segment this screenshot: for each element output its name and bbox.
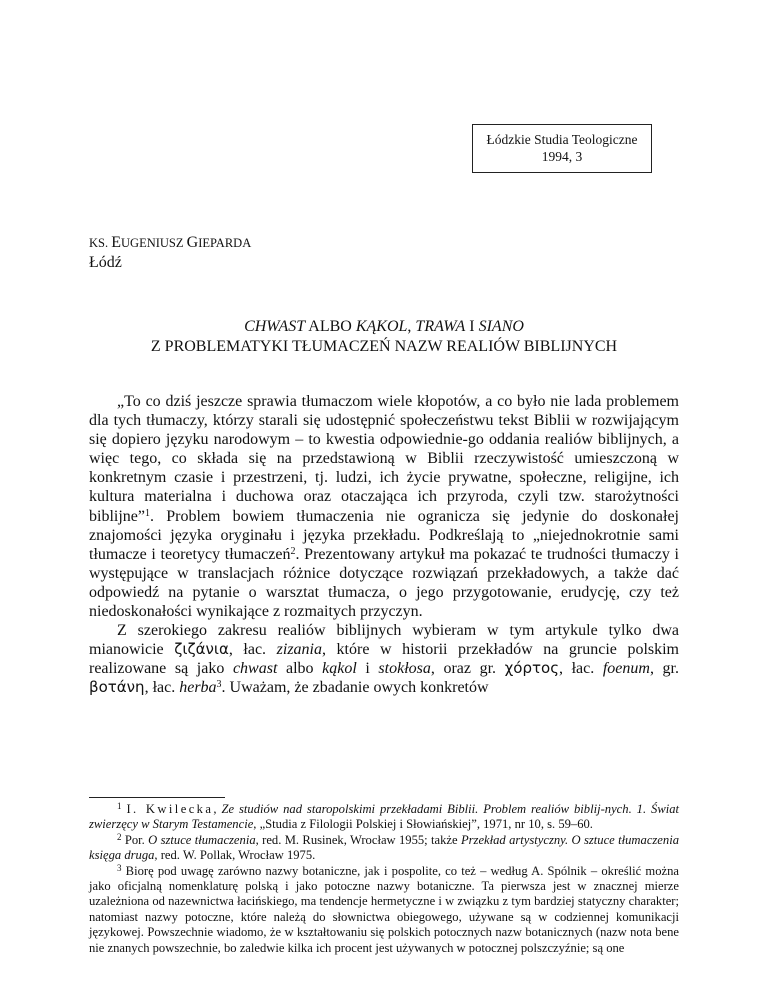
title-line-2: Z PROBLEMATYKI TŁUMACZEŃ NAZW REALIÓW BIBLIJNYCH bbox=[150, 338, 618, 355]
paragraph-2 bbox=[89, 621, 679, 697]
footnote-2-text-b: , red. M. Rusinek, Wrocław 1955; także bbox=[255, 832, 461, 847]
p1-text-a: „To co dziś jeszcze sprawia tłumaczom wiele kłopotów, a co było nie lada problemem dla tych tłumaczy, którzy starali się udostępnić społeczeństwu tekst Biblii w rozwijającym się dopiero języku narodowym – to kwestia odpowiednie-go oddania realiów biblijnych, a więc tego, co składa się na przedstawioną w Biblii rzeczywistość umieszczoną w konkretnym czasie i przestrzeni, tj. ludzi, ich życie prywatne, społeczne, religijne, ich kultura materialna i duchowa oraz otaczająca ich przyroda, czyli tzw. starożytności biblijne” bbox=[89, 393, 679, 525]
paragraph-1 bbox=[89, 392, 679, 621]
latin-zizania: zizania bbox=[276, 641, 322, 659]
footnote-1-mark: 1 bbox=[117, 801, 122, 811]
author-first-rest: UGENIUSZ bbox=[121, 236, 187, 250]
p2-text-i: , łac. bbox=[144, 679, 180, 697]
p2-text-e: i bbox=[356, 660, 379, 678]
footnote-3-mark: 3 bbox=[117, 862, 122, 873]
latin-foenum: foenum bbox=[602, 660, 650, 678]
latin-herba: herba bbox=[179, 679, 217, 697]
title-word-chwast: CHWAST bbox=[244, 318, 306, 335]
title-text-2: , bbox=[407, 318, 416, 335]
p2-text-c: , które w historii przekładów na gruncie polskim realizowane są jako bbox=[89, 641, 680, 678]
footnotes bbox=[89, 802, 679, 956]
title-word-siano: SIANO bbox=[478, 318, 524, 335]
body-text bbox=[89, 392, 679, 698]
polish-chwast: chwast bbox=[232, 660, 278, 678]
author-last-initial: G bbox=[186, 234, 199, 251]
title-text-3: I bbox=[465, 318, 479, 335]
greek-zizania: ζιζάνια bbox=[174, 640, 229, 659]
footnote-2 bbox=[89, 833, 679, 864]
p2-text-b: , łac. bbox=[228, 641, 277, 659]
article-title bbox=[89, 317, 679, 357]
footnote-1 bbox=[89, 802, 679, 833]
author-prefix: KS. bbox=[89, 236, 112, 250]
footnote-ref-1: 1 bbox=[144, 507, 150, 519]
p2-text-f: , oraz gr. bbox=[430, 660, 505, 678]
greek-chortos: χόρτος bbox=[504, 659, 560, 678]
journal-info-box bbox=[472, 124, 652, 173]
footnote-3 bbox=[89, 864, 679, 956]
p2-text-h: , gr. bbox=[649, 660, 680, 678]
author-name bbox=[89, 233, 251, 253]
footnote-2-mark: 2 bbox=[117, 831, 122, 842]
footnote-2-title-2: Przekład artystyczny. O sztuce tłumaczenia księga druga bbox=[89, 832, 679, 863]
title-text-1: ALBO bbox=[305, 318, 356, 335]
journal-year-issue: 1994, 3 bbox=[541, 149, 583, 164]
p1-text-c: . Prezentowany artykuł ma pokazać te trudności tłumaczy i występujące w translacjach różnice dotyczące rozwiązań przekładowych, a także dać odpowiedź na pytanie o warsztat tłumacza, o jego przygotowanie, erudycję, czy też niedoskonałości wynikające z rozmaitych przyczyn. bbox=[89, 545, 680, 621]
author-first-initial: E bbox=[111, 234, 122, 251]
polish-kakol: kąkol bbox=[322, 660, 357, 678]
p2-text-g: , łac. bbox=[559, 660, 603, 678]
polish-stoklosa: stokłosa bbox=[378, 660, 431, 678]
title-word-trawa: TRAWA bbox=[415, 318, 466, 335]
p1-text-b: . Problem bowiem tłumaczenia nie ogranicza się jedynie do doskonałej znajomości języka oryginału i języka przekładu. Podkreślają to „niejednokrotnie sami tłumacze i teoretycy tłumaczeń bbox=[89, 507, 679, 563]
p2-text-j: . Uważam, że zbadanie owych konkretów bbox=[221, 679, 489, 697]
footnote-1-author: I. Kwilecka bbox=[126, 802, 214, 816]
author-place: Łódź bbox=[89, 254, 122, 271]
author-last-rest: IEPARDA bbox=[198, 236, 252, 250]
footnote-1-rest: , „Studia z Filologii Polskiej i Słowiańskiej”, 1971, nr 10, s. 59–60. bbox=[253, 817, 593, 832]
title-line-1 bbox=[89, 317, 679, 337]
footnote-1-title: Ze studiów nad staropolskimi przekładami Biblii. Problem realiów biblij-nych. 1. Świat zwierzęcy w Starym Testamencie bbox=[89, 802, 680, 832]
journal-name: Łódzkie Studia Teologiczne bbox=[486, 132, 638, 147]
title-word-kakol: KĄKOL bbox=[355, 318, 408, 335]
footnote-ref-3: 3 bbox=[216, 679, 222, 691]
greek-botane: βοτάνη bbox=[89, 678, 145, 697]
footnote-separator bbox=[89, 797, 225, 798]
footnote-1-sep: , bbox=[213, 802, 222, 816]
footnote-ref-2: 2 bbox=[290, 545, 296, 557]
p2-text-a: Z szerokiego zakresu realiów biblijnych wybieram w tym artykule tylko dwa mianowicie bbox=[89, 622, 679, 659]
footnote-2-text-a: Por. bbox=[121, 832, 149, 847]
footnote-3-text: Biorę pod uwagę zarówno nazwy botaniczne, jak i pospolite, co też – według A. Spólnik – określić można jako oficjalną nomenklaturę polską i jako potoczne nazwy botaniczne. Ta pierwsza jest w znacznej mierze uzależniona od nazewnictwa łacińskiego, ma tendencje hermetyczne i w związku z tym bardziej statyczny charakter; natomiast nazwy potoczne, które należą do słownictwa obiegowego, używane są w codziennej komunikacji językowej. Powszechnie wiadomo, że w kształtowaniu się polskich potocznych nazw botanicznych (nazw nota bene nie znanych powszechnie, bo zaledwie kilka ich procent jest używanych w potocznej polszczyźnie; są one bbox=[89, 863, 679, 955]
footnote-2-title-1: O sztuce tłumaczenia bbox=[148, 832, 256, 847]
footnote-2-text-c: , red. W. Pollak, Wrocław 1975. bbox=[154, 848, 316, 863]
p2-text-d: albo bbox=[277, 660, 323, 678]
